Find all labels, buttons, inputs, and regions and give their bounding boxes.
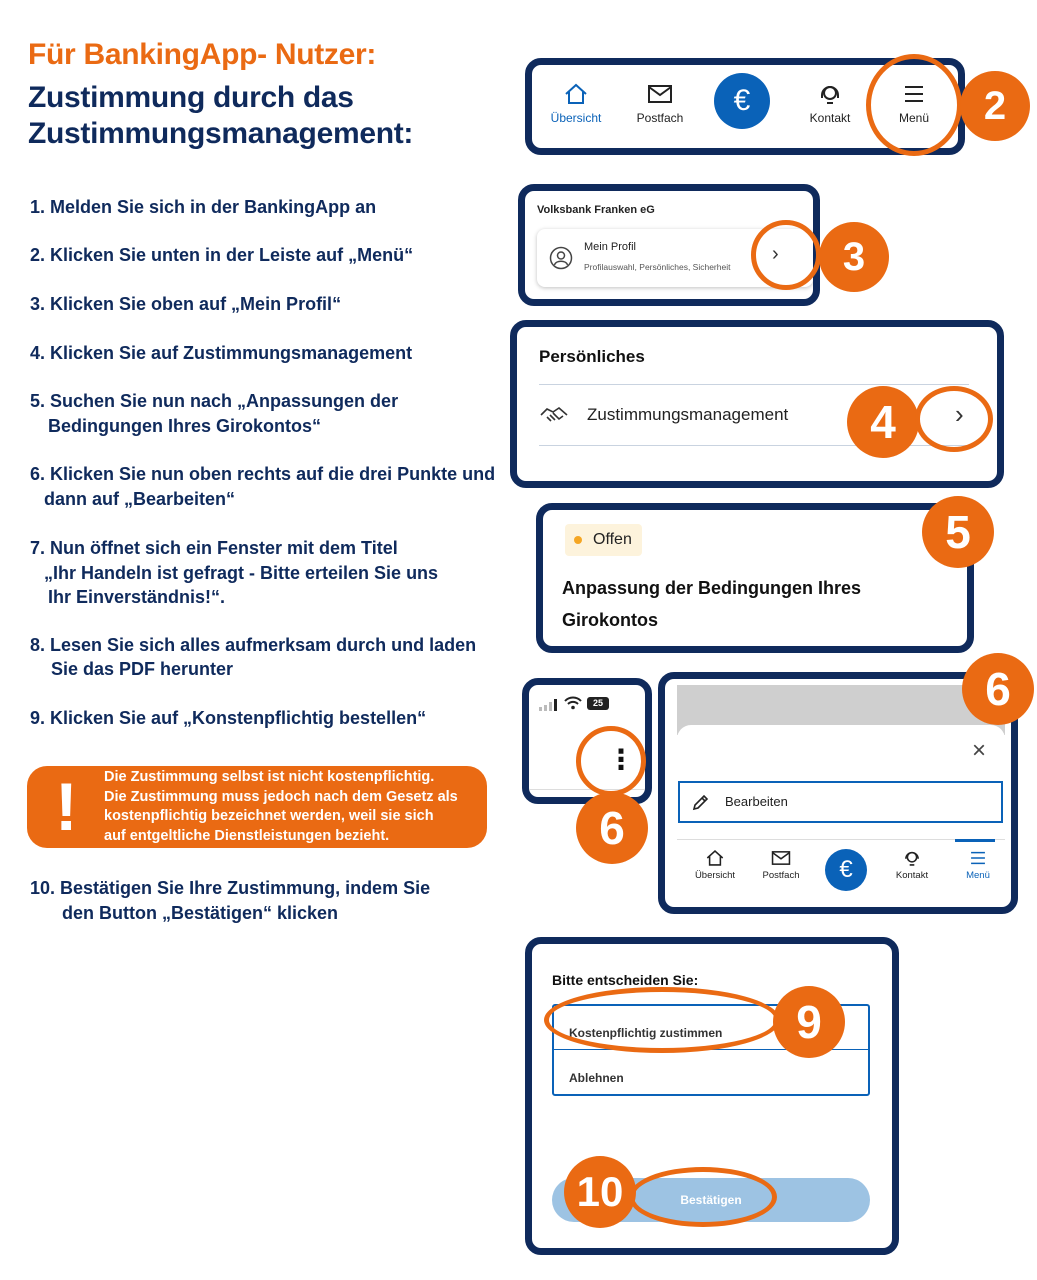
headset-icon	[817, 83, 843, 105]
divider	[539, 384, 969, 385]
personal-header: Persönliches	[539, 347, 645, 366]
option-accept[interactable]: Kostenpflichtig zustimmen	[569, 1026, 723, 1040]
close-icon[interactable]: ×	[972, 737, 987, 764]
signal-icon	[539, 699, 559, 711]
warning-line-3: kostenpflichtig bezeichnet werden, weil sie sich	[104, 808, 434, 824]
bank-name: Volksbank Franken eG	[537, 204, 655, 216]
decision-prompt: Bitte entscheiden Sie:	[552, 972, 699, 988]
edit-panel	[658, 672, 1018, 914]
offer-panel	[536, 503, 974, 653]
status-dot-icon	[574, 536, 582, 544]
highlight-ring-profile	[751, 220, 821, 290]
badge-2: 2	[960, 71, 1030, 141]
nav-menu[interactable]: Menü	[950, 849, 1006, 881]
warning-line-2: Die Zustimmung muss jedoch nach dem Gesetz als	[104, 788, 458, 805]
highlight-ring-menu	[866, 54, 962, 156]
step-5-cont: Bedingungen Ihres Girokontos“	[48, 416, 322, 436]
badge-5: 5	[922, 496, 994, 568]
pencil-icon	[692, 793, 710, 811]
step-3: 3. Klicken Sie oben auf „Mein Profil“	[30, 294, 342, 314]
heading-line-2: Zustimmung durch das	[28, 81, 354, 114]
status-badge: Offen	[565, 524, 642, 556]
heading-orange: Für BankingApp- Nutzer:	[28, 38, 377, 71]
step-8: 8. Lesen Sie sich alles aufmerksam durch und laden	[30, 635, 477, 655]
wifi-icon	[564, 696, 582, 710]
step-8-cont: Sie das PDF herunter	[51, 659, 234, 679]
highlight-ring-dots	[576, 726, 646, 796]
warning-text	[104, 768, 479, 846]
warning-line-1: Die Zustimmung selbst ist nicht kostenpflichtig.	[104, 769, 435, 785]
option-decline[interactable]: Ablehnen	[569, 1071, 624, 1085]
headset-icon	[902, 849, 922, 867]
exclamation-icon: !	[55, 769, 78, 845]
badge-6-edit: 6	[962, 653, 1034, 725]
step-7: 7. Nun öffnet sich ein Fenster mit dem Titel	[30, 538, 398, 558]
mail-icon	[647, 83, 673, 105]
highlight-ring-confirm	[629, 1167, 777, 1227]
offer-title[interactable]: Anpassung der Bedingungen Ihres Girokontos	[562, 578, 862, 630]
euro-button[interactable]: €	[825, 849, 867, 891]
nav-mailbox[interactable]: Postfach	[753, 849, 809, 881]
step-6-cont: dann auf „Bearbeiten“	[44, 489, 236, 509]
nav-contact[interactable]: Kontakt	[800, 83, 860, 125]
nav-mailbox[interactable]: Postfach	[630, 83, 690, 125]
step-4: 4. Klicken Sie auf Zustimmungsmanagement	[30, 343, 413, 363]
heading-line-3: Zustimmungsmanagement:	[28, 117, 414, 150]
step-1: 1. Melden Sie sich in der BankingApp an	[30, 197, 377, 217]
step-2: 2. Klicken Sie unten in der Leiste auf „Menü“	[30, 245, 414, 265]
nav-menu[interactable]: Menü	[884, 83, 944, 125]
nav-contact[interactable]: Kontakt	[884, 849, 940, 881]
profile-title: Mein Profil	[584, 241, 636, 253]
step-6: 6. Klicken Sie nun oben rechts auf die drei Punkte und	[30, 464, 496, 484]
step-10-cont: den Button „Bestätigen“ klicken	[62, 903, 339, 923]
chevron-right-icon: ›	[955, 399, 964, 429]
handshake-icon	[539, 403, 569, 427]
badge-3: 3	[819, 222, 889, 292]
edit-button[interactable]: Bearbeiten	[678, 781, 1003, 823]
step-7-cont-a: „Ihr Handeln ist gefragt - Bitte erteilen Sie uns	[44, 563, 439, 583]
highlight-ring-accept	[544, 987, 780, 1053]
nav-overview[interactable]: Übersicht	[546, 83, 606, 125]
home-icon	[563, 83, 589, 105]
step-10: 10. Bestätigen Sie Ihre Zustimmung, indem Sie	[30, 878, 431, 898]
nav-overview[interactable]: Übersicht	[687, 849, 743, 881]
step-9: 9. Klicken Sie auf „Konstenpflichtig bestellen“	[30, 708, 427, 728]
consent-management-item[interactable]: Zustimmungsmanagement	[587, 405, 789, 424]
badge-4: 4	[847, 386, 919, 458]
step-7-cont-b: Ihr Einverständnis!“.	[48, 587, 226, 607]
badge-6-dots: 6	[576, 792, 648, 864]
mail-icon	[771, 849, 791, 867]
warning-line-4: auf entgeltliche Dienstleistungen bezieht.	[104, 827, 390, 844]
menu-icon	[968, 849, 988, 867]
badge-9: 9	[773, 986, 845, 1058]
highlight-ring-consent	[915, 386, 993, 452]
user-icon	[549, 246, 573, 270]
chevron-right-icon: ›	[772, 243, 779, 265]
more-options-icon[interactable]: ⋮	[607, 744, 635, 775]
confirm-button[interactable]: Bestätigen	[552, 1178, 870, 1222]
active-tab-indicator	[955, 839, 995, 842]
profile-subtitle: Profilauswahl, Persönliches, Sicherheit	[584, 262, 731, 272]
step-5: 5. Suchen Sie nun nach „Anpassungen der	[30, 391, 399, 411]
home-icon	[705, 849, 725, 867]
badge-10: 10	[564, 1156, 636, 1228]
battery-icon: 25	[587, 697, 609, 710]
euro-button[interactable]: €	[714, 73, 770, 129]
